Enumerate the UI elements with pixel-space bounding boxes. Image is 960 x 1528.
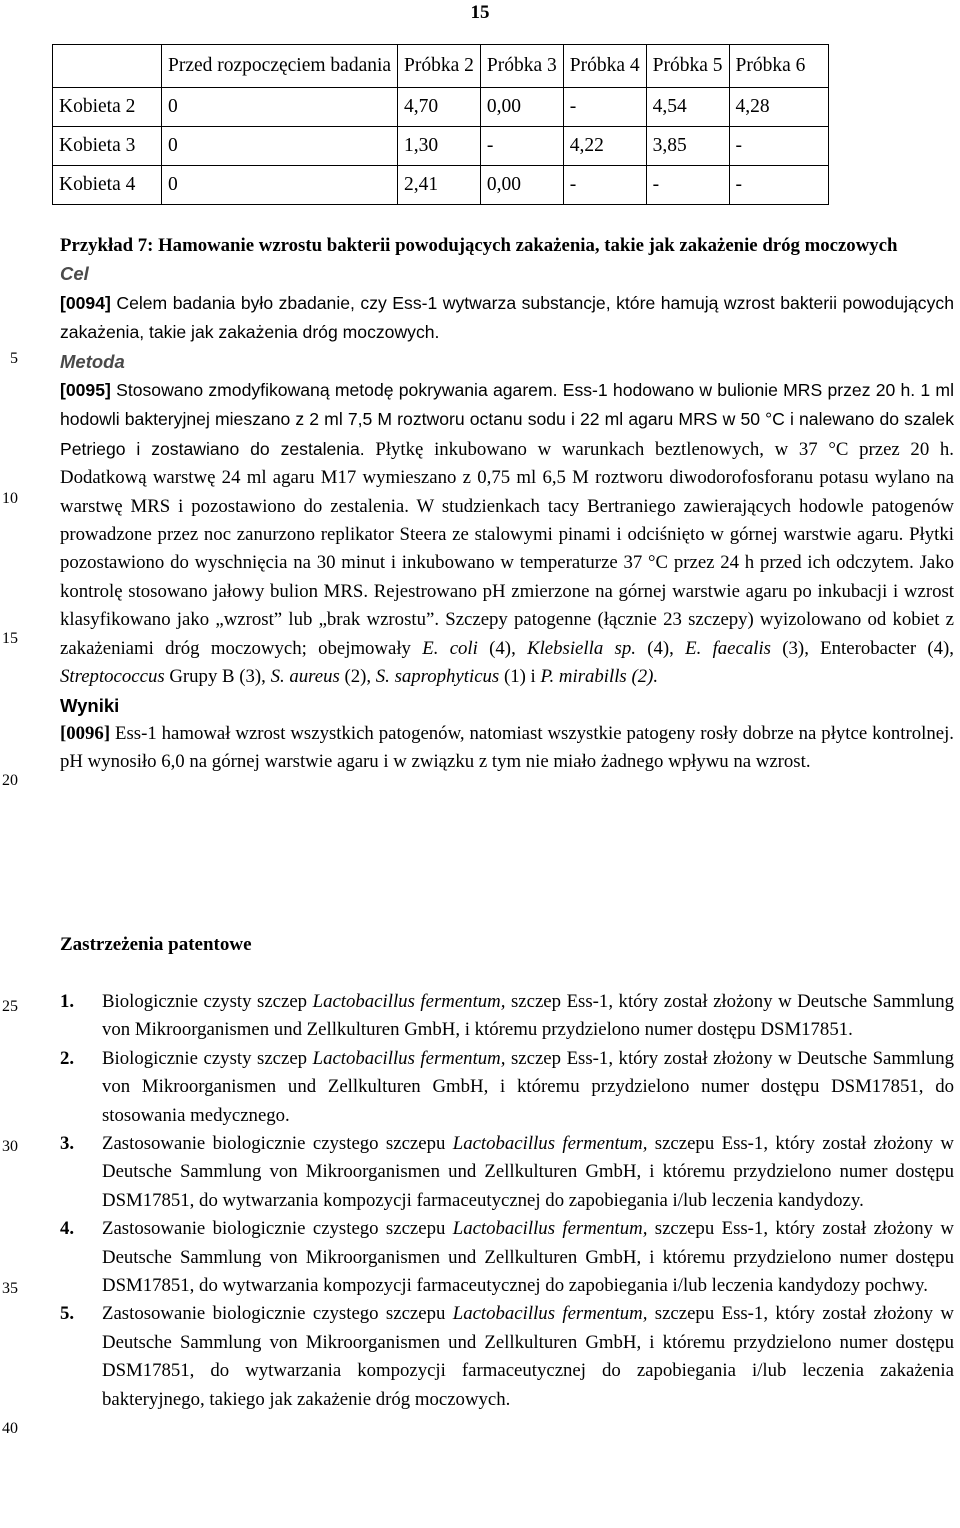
claims-title: Zastrzeżenia patentowe: [60, 934, 252, 955]
line-number: 40: [2, 1420, 18, 1437]
claim-item: [60, 1045, 954, 1130]
table-cell: 0: [162, 127, 398, 166]
paragraph-text: Płytkę inkubowano w warunkach beztlenowych, w 37 °C przez 20 h. Dodatkową warstwę 24 ml agaru M17 wymieszano z 0,75 ml 6,5 M roztworu diwodorofosforanu potasu wylano na warstwę MRS i pozostawiono do zestalenia. W studzienkach tacy Bertraniego zawierających hodowle patogenów prowadzone przez noc zanurzono replikator Steera ze stalowymi pinami i odciśnięto w górnej warstwie agaru. Płytki pozostawiono do wyschnięcia na 30 minut i inkubowano w temperaturze 37 °C przez 24 h przed ich odczytem. Jako kontrolę stosowano jałowy bulion MRS. Rejestrowano pH zmierzone na górnej warstwie agaru po inkubacji i wzrost klasyfikowano jako „wzrost” lub „brak wzrostu”. Szczepy patogenne (łącznie 23 szczepy) wyizolowano od kobiet z zakażeniami dróg moczowych; obejmowały: [60, 438, 954, 659]
table-header-cell: Próbka 5: [646, 45, 729, 88]
claim-text-part: Biologicznie czysty szczep: [102, 991, 313, 1012]
species-name: Lactobacillus fermentum,: [452, 1133, 648, 1155]
table-cell: 4,70: [398, 88, 481, 127]
organism-name: S. aureus: [270, 666, 340, 688]
claim-text-part: szczep Ess-1, który został złożony w Deutsche Sammlung von Mikroorganismen und Zellkulturen GmbH, i któremu przydzielono numer dostępu DSM17851.: [102, 991, 954, 1041]
claim-item: [60, 988, 954, 1045]
claim-text: [102, 988, 954, 1045]
line-number: 20: [2, 772, 18, 789]
species-name: Lactobacillus fermentum,: [452, 1218, 648, 1240]
table-cell: -: [729, 127, 828, 166]
paragraph-0096: [60, 720, 954, 777]
line-number: 25: [2, 998, 18, 1015]
table-cell: -: [563, 166, 646, 205]
claim-item: [60, 1130, 954, 1215]
table-cell: 4,54: [646, 88, 729, 127]
organism-name: E. faecalis: [685, 637, 771, 659]
claim-text-part: szczep Ess-1, który został złożony w Deutsche Sammlung von Mikroorganismen und Zellkulturen GmbH, i któremu przydzielono numer dostępu DSM17851, do stosowania medycznego.: [102, 1047, 954, 1126]
table-cell: 1,30: [398, 127, 481, 166]
organism-name: Klebsiella sp.: [527, 637, 636, 659]
claim-text: [102, 1215, 954, 1300]
example-section: [60, 232, 954, 777]
line-number: 30: [2, 1138, 18, 1155]
claim-number: 4.: [60, 1218, 75, 1240]
claim-text: [102, 1045, 954, 1130]
organism-name: S. saprophyticus: [375, 666, 500, 688]
claim-number: 2.: [60, 1047, 75, 1069]
species-name: Lactobacillus fermentum,: [312, 1047, 506, 1069]
table-cell: -: [646, 166, 729, 205]
paragraph-text: Ess-1 hamował wzrost wszystkich patogenów, natomiast wszystkie patogeny rosły dobrze na płytce kontrolnej. pH wynosiło 6,0 na górnej warstwie agaru i w związku z tym nie miało żadnego wpływu na wzrost.: [60, 722, 954, 773]
claim-number: 3.: [60, 1133, 75, 1155]
claims-list: [60, 988, 954, 1414]
species-name: Lactobacillus fermentum,: [452, 1303, 648, 1325]
paragraph-text: Stosowano zmodyfikowaną metodę pokrywania agarem. Ess-1 hodowano w bulionie MRS przez 20 h. 1 ml hodowli bakteryjnej mieszano z 2 ml 7,5 M roztworu octanu sodu i 22 ml agaru MRS w 50 °C i nalewano do szalek Petriego i zostawiano do zestalenia.: [60, 380, 954, 459]
table-cell: Kobieta 2: [53, 88, 162, 127]
paragraph-text: Grupy B (3),: [164, 666, 271, 688]
paragraph-0095: [60, 376, 954, 691]
table-row: [53, 166, 829, 205]
paragraph-text: (2),: [339, 666, 376, 688]
organism-name: Streptococcus: [60, 666, 165, 688]
wyniki-heading: Wyniki: [60, 694, 120, 716]
claim-text-part: Biologicznie czysty szczep: [102, 1047, 313, 1069]
paragraph-text: (4),: [635, 637, 686, 659]
table-header-cell: Przed rozpoczęciem badania: [162, 45, 398, 88]
table-header-cell: [53, 45, 162, 88]
claim-text-part: szczepu Ess-1, który został złożony w Deutsche Sammlung von Mikroorganismen und Zellkulturen GmbH, i któremu przydzielono numer dostępu DSM17851, do wytwarzania kompozycji farmaceutycznej do zapobiegania i/lub leczenia kandydozy pochwy.: [102, 1218, 954, 1297]
paragraph-text: (3), Enterobacter (4),: [771, 637, 954, 659]
table-cell: 0: [162, 88, 398, 127]
table-cell: -: [480, 127, 563, 166]
paragraph-text: (4),: [477, 637, 528, 659]
paragraph-0094: [60, 289, 954, 348]
table-cell: -: [729, 166, 828, 205]
claim-item: [60, 1300, 954, 1414]
claim-text: [102, 1300, 954, 1414]
table-cell: 0,00: [480, 166, 563, 205]
table-cell: 3,85: [646, 127, 729, 166]
line-number: 5: [10, 350, 18, 367]
species-name: Lactobacillus fermentum,: [312, 991, 506, 1012]
table-cell: 0: [162, 166, 398, 205]
example-title: Przykład 7: Hamowanie wzrostu bakterii powodujących zakażenia, takie jak zakażenie dróg moczowych: [60, 235, 898, 256]
table-row: [53, 88, 829, 127]
paragraph-ref: [0095]: [60, 380, 111, 401]
claim-text: [102, 1130, 954, 1215]
paragraph-text: Celem badania było zbadanie, czy Ess-1 wytwarza substancje, które hamują wzrost bakterii powodujących zakażenia, takie jak zakażenia dróg moczowych.: [60, 292, 954, 343]
table-cell: Kobieta 4: [53, 166, 162, 205]
table-header-cell: Próbka 3: [480, 45, 563, 88]
claim-number: 1.: [60, 991, 75, 1012]
table-cell: 2,41: [398, 166, 481, 205]
paragraph-ref: [0096]: [60, 722, 111, 744]
claim-number: 5.: [60, 1303, 75, 1325]
page-number: 15: [470, 2, 490, 23]
table-row: [53, 127, 829, 166]
table-cell: -: [563, 88, 646, 127]
metoda-heading: Metoda: [60, 350, 125, 372]
organism-name: P. mirabills (2).: [540, 666, 659, 688]
paragraph-text: (1) i: [499, 666, 541, 688]
cel-heading: Cel: [60, 263, 89, 285]
results-table: [52, 44, 829, 205]
table-cell: Kobieta 3: [53, 127, 162, 166]
table-header-row: [53, 45, 829, 88]
claim-text-part: szczepu Ess-1, który został złożony w Deutsche Sammlung von Mikroorganismen und Zellkulturen GmbH, i któremu przydzielono numer dostępu DSM17851, do wytwarzania kompozycji farmaceutycznej do zapobiegania i/lub leczenia kandydozy.: [102, 1133, 954, 1211]
line-number: 35: [2, 1280, 18, 1297]
table-cell: 4,28: [729, 88, 828, 127]
paragraph-ref: [0094]: [60, 292, 111, 313]
table-cell: 4,22: [563, 127, 646, 166]
table-header-cell: Próbka 2: [398, 45, 481, 88]
line-number: 15: [2, 630, 18, 647]
table-header-cell: Próbka 6: [729, 45, 828, 88]
claim-text-part: Zastosowanie biologicznie czystego szczepu: [102, 1303, 453, 1325]
line-number: 10: [2, 490, 18, 507]
organism-name: E. coli: [422, 637, 478, 659]
claim-text-part: Zastosowanie biologicznie czystego szczepu: [102, 1218, 453, 1240]
claim-item: [60, 1215, 954, 1300]
table-cell: 0,00: [480, 88, 563, 127]
claim-text-part: szczepu Ess-1, który został złożony w Deutsche Sammlung von Mikroorganismen und Zellkulturen GmbH, i któremu przydzielono numer dostępu DSM17851, do wytwarzania kompozycji farmaceutycznej do zapobiegania i/lub leczenia zakażenia bakteryjnego, takiego jak zakażenie dróg moczowych.: [102, 1303, 954, 1410]
table-header-cell: Próbka 4: [563, 45, 646, 88]
claim-text-part: Zastosowanie biologicznie czystego szczepu: [102, 1133, 453, 1155]
